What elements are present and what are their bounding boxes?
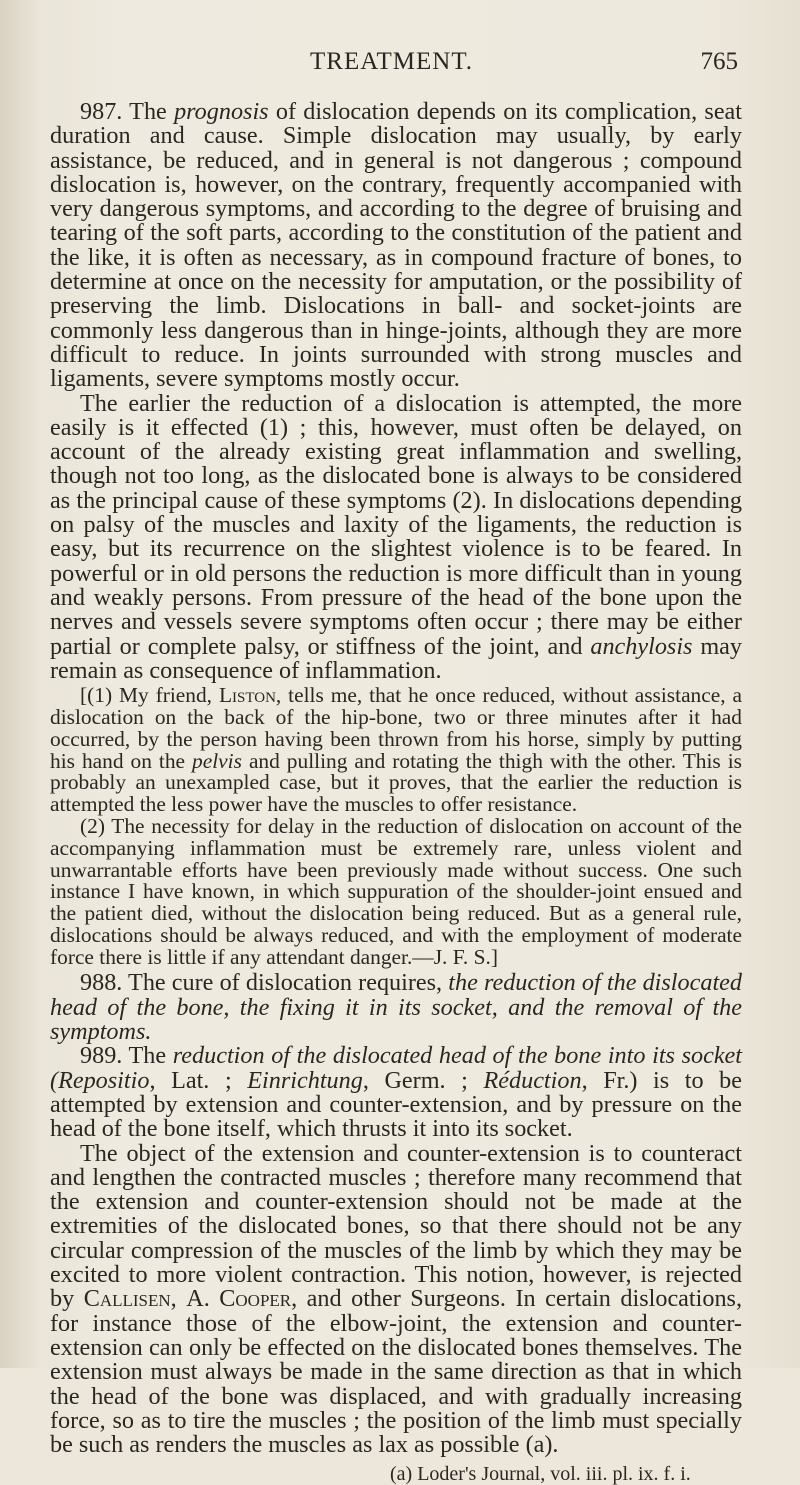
running-title: TREATMENT.	[310, 48, 473, 75]
italic-term: reduction	[172, 1042, 265, 1070]
note-2: (2) The necessity for delay in the reduction of dislocation on account of the accompanying inflammation must be extremely rare, unless violent and unwarrantable efforts have been previously made without success. One such instance I have known, in which suppuration of the shoulder-joint ensued and the patient died, without the dislocation being reduced. But as a general rule, dislocations should be always reduced, and with the employment of moderate force there is little if any attendant danger.—J. F. S.]	[50, 813, 742, 969]
italic-term: Repositio	[58, 1066, 150, 1094]
paragraph-989-continued: The object of the extension and counter-extension is to counteract and lengthen the contracted muscles ; therefore many recommend that the extension and counter-extension should not be made at the extremities of the dislocated bones, so that there should not be any circular compression of the muscles of the limb by which they may be excited to more violent contraction. This notion, however, is rejected by Callisen, A. Cooper, and other Surgeons. In certain dislocations, for instance those of the elbow-joint, the extension and counter-extension can only be effected on the dislocated bones themselves. The extension must always be made in the same direction as that in which the head of the bone was displaced, and with gradually increasing force, so as to tire the muscles ; the position of the limb must specially be such as renders the muscles as lax as possible (a).	[50, 1139, 743, 1459]
section-number: 988.	[80, 969, 123, 997]
paragraph-989: 989. The reduction of the dislocated head of the bone into its socket (Repositio, Lat. ; Einrichtung, Germ. ; Réduction, Fr.) is to be attempted by extension and counter-extension, and by pressure on the head of the bone itself, which thrusts it into its socket.	[50, 1042, 743, 1143]
paragraph-987-continued: The earlier the reduction of a dislocation is attempted, the more easily is it effected (1) ; this, however, must often be delayed, on account of the already existing great inflammation and swelling, though not too long, as the dislocated bone is always to be considered as the principal cause of these symptoms (2). In dislocations depending on palsy of the muscles and laxity of the ligaments, the reduction is easy, but its recurrence on the slightest violence is to be feared. In powerful or in old persons the reduction is more difficult than in young and weakly persons. From pressure of the head of the bone upon the nerves and vessels severe symptoms often occur ; there may be either partial or complete palsy, or stiffness of the joint, and anchylosis may remain as consequence of inflammation.	[50, 389, 743, 684]
italic-term: pelvis	[192, 748, 242, 773]
italic-term: Réduction	[483, 1066, 582, 1094]
author-name: A. Cooper	[186, 1285, 292, 1313]
italic-term: prognosis	[174, 98, 269, 125]
author-name: Liston	[218, 683, 276, 708]
paragraph-988: 988. The cure of dislocation requires, the reduction of the dislocated head of the bone, the fixing it in its socket, and the removal of the symptoms.	[50, 969, 742, 1046]
italic-term: Einrichtung	[247, 1066, 363, 1094]
page-header	[310, 48, 738, 84]
note-1: [(1) My friend, Liston, tells me, that he once reduced, without assistance, a dislocation on the back of the hip-bone, two or three minutes after it had occurred, by the person having been thrown from his horse, simply by putting his hand on the pelvis and pulling and rotating the thigh with the other. This is probably an unexampled case, but it proves, that the earlier the reduction is attempted the less power have the muscles to offer resistance.	[50, 683, 743, 817]
section-number: 987.	[80, 98, 123, 125]
footnote: (a) Loder's Journal, vol. iii. pl. ix. f. i.	[390, 1463, 691, 1485]
author-name: Callisen	[83, 1285, 171, 1313]
italic-term: the reduction of the dislocated head of the bone, the fixing it in its socket, and the removal of the symptoms.	[50, 969, 742, 1046]
body-text	[50, 100, 742, 1485]
paragraph-987: 987. The prognosis of dislocation depends on its complication, seat duration and cause. Simple dislocation may usually, by early assistance, be reduced, and in general is not dangerous ; compound dislocation is, however, on the contrary, frequently accompanied with very dangerous symptoms, and according to the degree of bruising and tearing of the soft parts, according to the constitution of the patient and the like, it is often as necessary, as in compound fracture of bones, to determine at once on the necessity for amputation, or the possibility of preserving the limb. Dislocations in ball- and socket-joints are commonly less dangerous than in hinge-joints, although they are more difficult to reduce. In joints surrounded with strong muscles and ligaments, severe symptoms mostly occur.	[50, 98, 743, 393]
page-number: 765	[700, 48, 738, 75]
section-number: 989.	[80, 1042, 123, 1070]
italic-term: anchylosis	[590, 632, 693, 660]
italic-term: of the dislocated head of the bone into its socket (	[50, 1042, 743, 1094]
